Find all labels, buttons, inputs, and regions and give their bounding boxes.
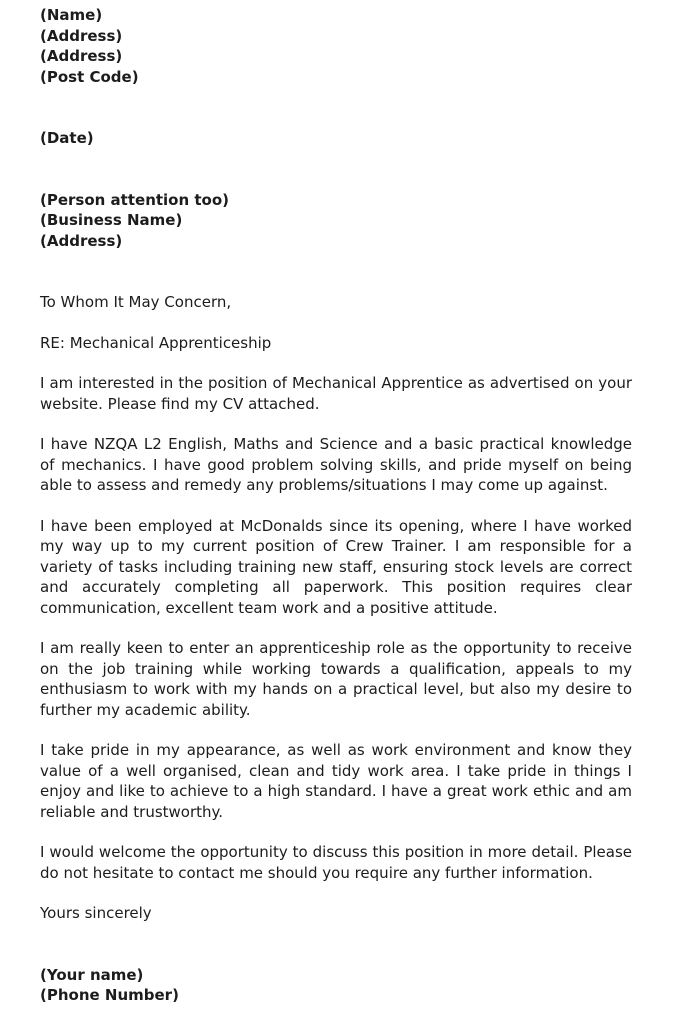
recipient-block (40, 190, 632, 252)
signature-phone-line: (Phone Number) (40, 986, 179, 1004)
paragraph-skills: I have NZQA L2 English, Maths and Science and a basic practical knowledge of mechanics. I have good problem solving skills, and pride myself on being able to assess and remedy any problems/situations I may come up against. (40, 435, 632, 494)
date-line: (Date) (40, 129, 94, 147)
paragraph-closing: I would welcome the opportunity to discuss this position in more detail. Please do not hesitate to contact me should you require any further information. (40, 843, 632, 882)
sender-name-line: (Name) (40, 6, 103, 24)
paragraph-experience: I have been employed at McDonalds since its opening, where I have worked my way up to my current position of Crew Trainer. I am responsible for a variety of tasks including training new staff, ensuring stock levels are correct and accurately completing all paperwork. This position requires clear communication, excellent team work and a positive attitude. (40, 516, 632, 617)
closing-line: Yours sincerely (40, 904, 152, 922)
recipient-attention-line: (Person attention too) (40, 190, 230, 209)
recipient-address-line: (Address) (40, 231, 123, 250)
salutation: To Whom It May Concern, (40, 293, 232, 311)
subject-line: RE: Mechanical Apprenticeship (40, 333, 272, 352)
signature-block (40, 965, 632, 1006)
sender-address-line-2: (Address) (40, 47, 123, 65)
sender-postcode-line: (Post Code) (40, 67, 139, 86)
recipient-business-line: (Business Name) (40, 211, 183, 229)
sender-block (40, 5, 632, 87)
paragraph-intro: I am interested in the position of Mechanical Apprentice as advertised on your website. Please find my CV attached. (40, 374, 632, 413)
paragraph-workethic: I take pride in my appearance, as well as work environment and know they value of a well organised, clean and tidy work area. I take pride in things I enjoy and like to achieve to a high standard. I have a great work ethic and am reliable and trustworthy. (40, 741, 632, 821)
paragraph-motivation: I am really keen to enter an apprenticeship role as the opportunity to receive on the job training while working towards a qualification, appeals to my enthusiasm to work with my hands on a practical level, but also my desire to further my academic ability. (40, 639, 632, 719)
signature-name-line: (Your name) (40, 965, 144, 984)
sender-address-line-1: (Address) (40, 26, 123, 45)
